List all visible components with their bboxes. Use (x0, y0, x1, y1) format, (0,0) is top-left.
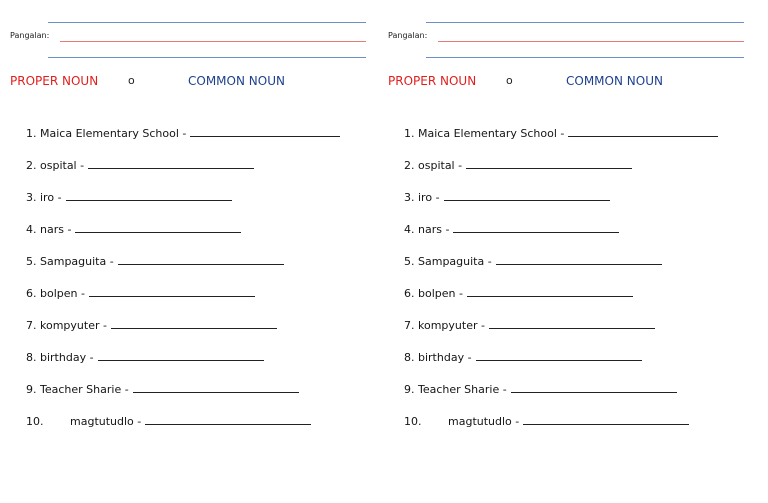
guide-line-mid (60, 41, 366, 42)
item-text: ospital - (418, 159, 463, 172)
answer-blank[interactable] (496, 253, 662, 265)
item-text: Maica Elementary School - (40, 127, 187, 140)
name-label: Pangalan: (388, 31, 428, 40)
item-number: 10. (404, 415, 422, 428)
common-noun-label: COMMON NOUN (566, 74, 663, 88)
answer-blank[interactable] (88, 157, 254, 169)
answer-blank[interactable] (489, 317, 655, 329)
answer-blank[interactable] (568, 125, 718, 137)
answer-blank[interactable] (466, 157, 632, 169)
list-item (404, 221, 619, 239)
common-noun-label: COMMON NOUN (188, 74, 285, 88)
item-number: 2. (26, 159, 37, 172)
guide-line-bottom (426, 57, 744, 58)
item-number: 6. (26, 287, 37, 300)
item-number: 9. (26, 383, 37, 396)
answer-blank[interactable] (145, 413, 311, 425)
item-number: 1. (26, 127, 37, 140)
item-text: Sampaguita - (40, 255, 114, 268)
item-text: Teacher Sharie - (40, 383, 129, 396)
list-item (26, 253, 284, 271)
instructions-heading (388, 74, 748, 90)
answer-blank[interactable] (453, 221, 619, 233)
item-text: nars - (418, 223, 450, 236)
answer-blank[interactable] (75, 221, 241, 233)
answer-blank[interactable] (511, 381, 677, 393)
list-item (404, 189, 610, 207)
item-text: nars - (40, 223, 72, 236)
item-number: 3. (26, 191, 37, 204)
proper-noun-label: PROPER NOUN (10, 74, 99, 88)
item-text: ospital - (40, 159, 85, 172)
item-text: bolpen - (40, 287, 85, 300)
item-text: magtutudlo - (70, 415, 142, 428)
item-text: iro - (40, 191, 62, 204)
list-item (404, 317, 655, 335)
list-item (26, 125, 340, 143)
item-number: 3. (404, 191, 415, 204)
guide-line-top (48, 22, 366, 23)
item-text: Teacher Sharie - (418, 383, 507, 396)
item-number: 8. (26, 351, 37, 364)
answer-blank[interactable] (190, 125, 340, 137)
guide-line-mid (438, 41, 744, 42)
item-number: 10. (26, 415, 44, 428)
item-number: 4. (26, 223, 37, 236)
list-item (404, 285, 633, 303)
item-text: Maica Elementary School - (418, 127, 565, 140)
item-number: 8. (404, 351, 415, 364)
answer-blank[interactable] (476, 349, 642, 361)
answer-blank[interactable] (111, 317, 277, 329)
or-label: o (506, 74, 513, 87)
item-text: kompyuter - (418, 319, 485, 332)
list-item (26, 413, 311, 431)
list-item (404, 157, 632, 175)
name-field (388, 14, 744, 64)
list-item (26, 221, 241, 239)
list-item (404, 125, 718, 143)
item-number: 5. (26, 255, 37, 268)
proper-noun-label: PROPER NOUN (388, 74, 477, 88)
item-number: 9. (404, 383, 415, 396)
or-label: o (128, 74, 135, 87)
answer-blank[interactable] (444, 189, 610, 201)
answer-blank[interactable] (133, 381, 299, 393)
list-item (26, 285, 255, 303)
item-number: 1. (404, 127, 415, 140)
item-text: Sampaguita - (418, 255, 492, 268)
list-item (26, 381, 299, 399)
item-text: kompyuter - (40, 319, 107, 332)
list-item (404, 253, 662, 271)
answer-blank[interactable] (118, 253, 284, 265)
item-text: bolpen - (418, 287, 463, 300)
list-item (26, 349, 264, 367)
list-item (26, 317, 277, 335)
guide-line-bottom (48, 57, 366, 58)
worksheet-right (378, 0, 756, 503)
item-number: 7. (26, 319, 37, 332)
item-number: 2. (404, 159, 415, 172)
answer-blank[interactable] (98, 349, 264, 361)
guide-line-top (426, 22, 744, 23)
name-label: Pangalan: (10, 31, 50, 40)
answer-blank[interactable] (523, 413, 689, 425)
list-item (26, 189, 232, 207)
item-text: magtutudlo - (448, 415, 520, 428)
item-number: 5. (404, 255, 415, 268)
item-text: iro - (418, 191, 440, 204)
item-number: 7. (404, 319, 415, 332)
worksheet-left (0, 0, 378, 503)
instructions-heading (10, 74, 370, 90)
item-number: 6. (404, 287, 415, 300)
list-item (404, 349, 642, 367)
name-field (10, 14, 366, 64)
answer-blank[interactable] (66, 189, 232, 201)
answer-blank[interactable] (467, 285, 633, 297)
answer-blank[interactable] (89, 285, 255, 297)
item-number: 4. (404, 223, 415, 236)
item-text: birthday - (418, 351, 472, 364)
list-item (404, 381, 677, 399)
list-item (26, 157, 254, 175)
list-item (404, 413, 689, 431)
item-text: birthday - (40, 351, 94, 364)
